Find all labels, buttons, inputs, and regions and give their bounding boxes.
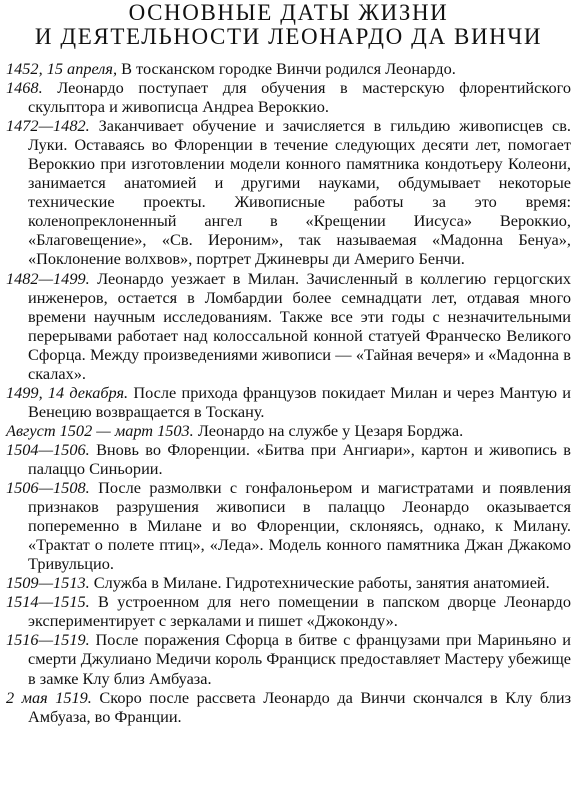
chronology-list [6, 59, 571, 726]
entry-date: 1509—1513. [6, 573, 90, 593]
chronology-entry [6, 688, 571, 726]
title-line-1: ОСНОВНЫЕ ДАТЫ ЖИЗНИ [128, 0, 449, 25]
entry-text: Служба в Милане. Гидротехнические работы, занятия анатомией. [93, 573, 550, 593]
entry-date: Август 1502 — март 1503. [6, 420, 194, 440]
entry-text: После прихода французов покидает Милан и через Мантую и Венецию возвращается в Тоскану. [28, 382, 572, 421]
chronology-entry [6, 59, 571, 78]
chronology-entry [6, 421, 571, 440]
chronology-entry [6, 573, 571, 592]
entry-text: Скоро после рассвета Леонардо да Винчи скончался в Клу близ Амбуаза, во Франции. [28, 687, 572, 726]
entry-text: Леонардо уезжает в Милан. Зачисленный в коллегию герцогских инженеров, остается в Ломбардии более семнадцати лет, отдавая много времени научным исследованиям. Также все эти годы с незначительными перерывами работает над колоссальной конной статуей Франческо Великого Сфорца. Между произведениями живописи — «Тайная вечеря» и «Мадонна в скалах». [28, 268, 572, 383]
chronology-entry [6, 592, 571, 630]
entry-text: После размолвки с гонфалоньером и магистратами и появления признаков разрушения живописи в палаццо Леонардо оказывается попеременно в Милане и во Флоренции, склоняясь, однако, к Милану. «Трактат о полете птиц», «Леда». Модель конного памятника Джан Джакомо Тривульцио. [28, 478, 571, 574]
entry-text: Заканчивает обучение и зачисляется в гильдию живописцев св. Луки. Оставаясь во Флоренции в течение следующих десяти лет, помогает Вероккио при изготовлении модели конного памятника кондотьеру Колеони, занимается анатомией и другими науками, обдумывает некоторые технические проекты. Живописные работы за это время: коленопреклоненный ангел в «Крещении Иисуса» Вероккио, «Благовещение», «Св. Иероним», так называемая «Мадонна Бенуа», «Поклонение волхвов», портрет Джиневры ди Америго Бенчи. [28, 116, 571, 269]
entry-text: Леонардо поступает для обучения в мастерскую флорентийского скульптора и живописца Андреа Вероккио. [28, 78, 572, 117]
entry-date: 1506—1508. [6, 478, 90, 498]
entry-text: В тосканском городке Винчи родился Леонардо. [121, 59, 456, 78]
chronology-entry [6, 478, 571, 573]
chronology-entry [6, 630, 571, 687]
entry-text: В устроенном для него помещении в папском дворце Леонардо экспериментирует с зеркалами и пишет «Джоконду». [28, 592, 571, 631]
title-line-2: И ДЕЯТЕЛЬНОСТИ ЛЕОНАРДО ДА ВИНЧИ [34, 24, 543, 49]
entry-date: 1514—1515. [6, 592, 90, 612]
entry-date: 1504—1506. [6, 439, 90, 459]
entry-date: 2 мая 1519. [6, 687, 92, 707]
chronology-entry [6, 383, 571, 421]
chronology-entry [6, 116, 571, 268]
entry-date: 1482—1499. [6, 268, 90, 288]
entry-text: Вновь во Флоренции. «Битва при Ангиари», картон и живопись в палаццо Синьории. [28, 439, 571, 478]
entry-date: 1499, 14 декабря. [6, 382, 129, 402]
entry-text: После поражения Сфорца в битве с французами при Мариньяно и смерти Джулиано Медичи король Франциск предоставляет Мастеру убежище в замке Клу близ Амбуаза. [28, 630, 571, 688]
entry-date: 1468. [6, 78, 43, 98]
chronology-entry [6, 440, 571, 478]
chronology-entry [6, 78, 571, 116]
entry-date: 1472—1482. [6, 116, 90, 136]
page-title [6, 0, 571, 49]
chronology-entry [6, 269, 571, 383]
entry-text: Леонардо на службе у Цезаря Борджа. [197, 420, 464, 440]
entry-date: 1516—1519. [6, 630, 90, 650]
entry-date: 1452, 15 апреля, [6, 59, 118, 78]
